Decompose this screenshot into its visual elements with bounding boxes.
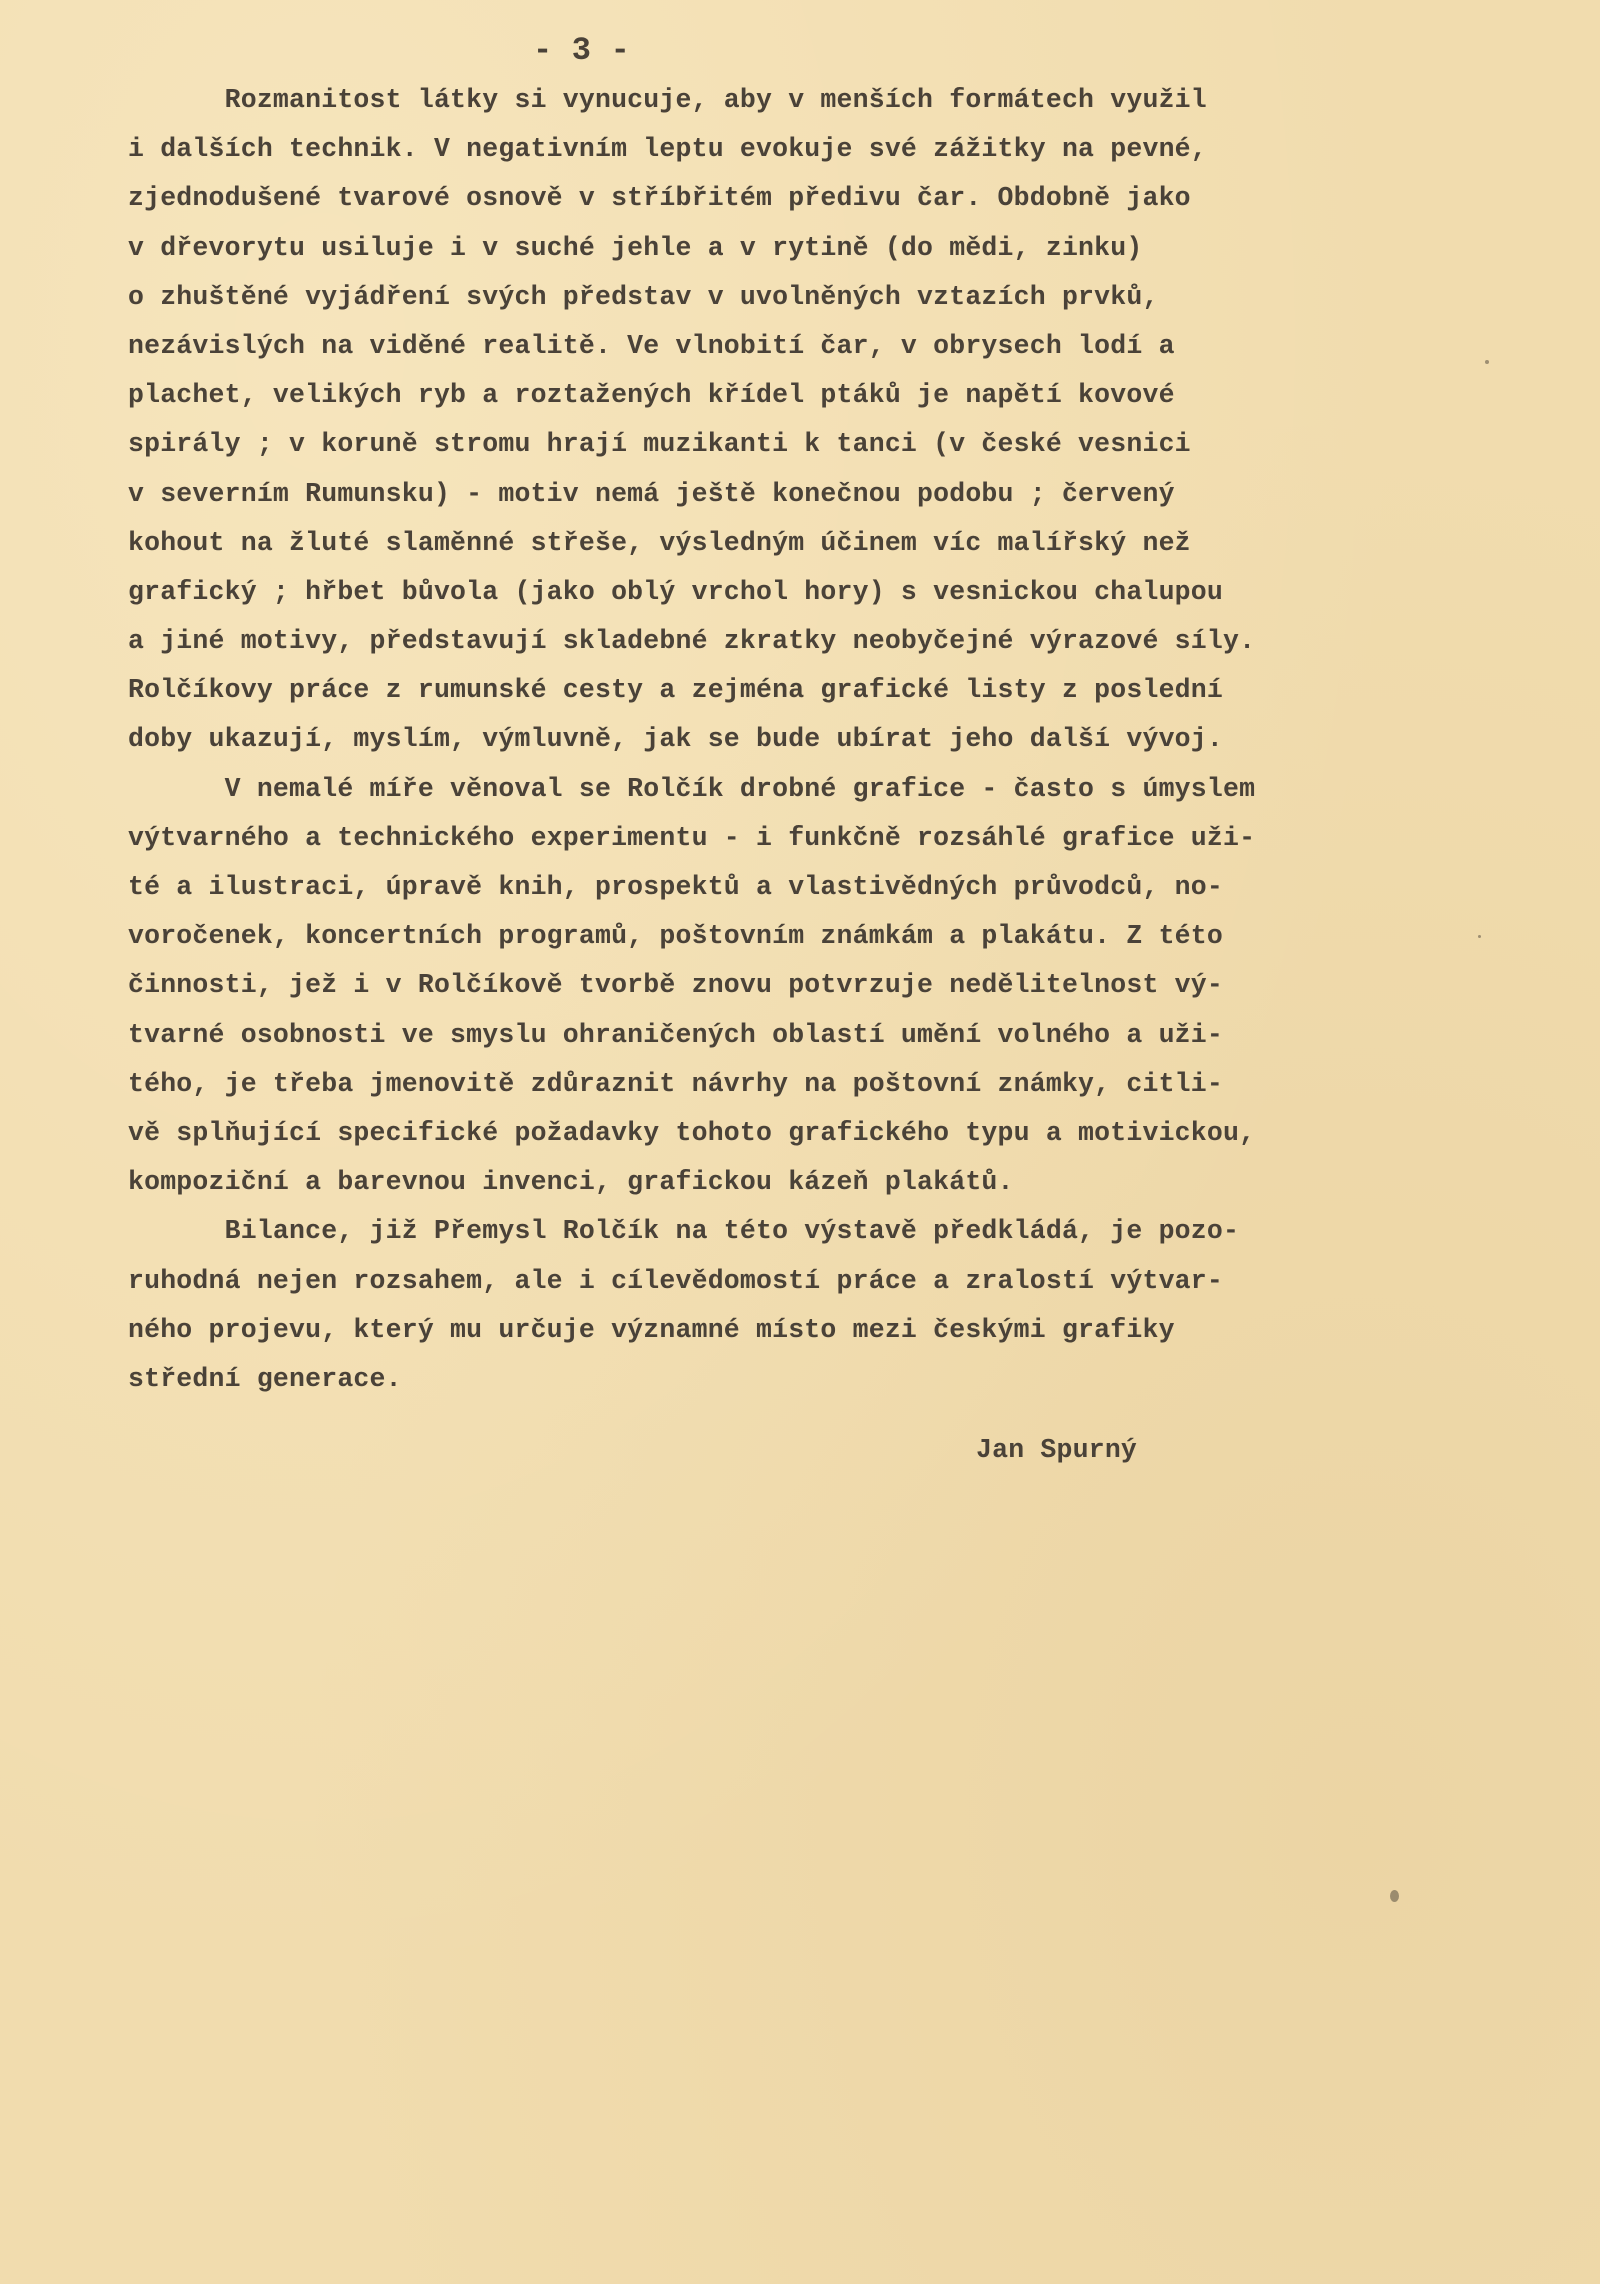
- text-line: zjednodušené tvarové osnově v stříbřitém předivu čar. Obdobně jako: [128, 183, 1191, 214]
- text-line: voročenek, koncertních programů, poštovním známkám a plakátu. Z této: [128, 921, 1223, 952]
- text-line: kompoziční a barevnou invenci, grafickou kázeň plakátů.: [128, 1167, 1014, 1198]
- text-line: V nemalé míře věnoval se Rolčík drobné grafice - často s úmyslem: [128, 773, 1256, 804]
- text-line: doby ukazují, myslím, výmluvně, jak se bude ubírat jeho další vývoj.: [128, 724, 1223, 755]
- text-line: ruhodná nejen rozsahem, ale i cílevědomostí práce a zralostí výtvar-: [128, 1265, 1223, 1296]
- text-line: v dřevorytu usiluje i v suché jehle a v rytině (do mědi, zinku): [128, 232, 1143, 263]
- text-line: kohout na žluté slaměnné střeše, výsledným účinem víc malířský než: [128, 527, 1191, 558]
- paper-speck: [1485, 360, 1489, 364]
- text-line: tvarné osobnosti ve smyslu ohraničených oblastí umění volného a uži-: [128, 1019, 1223, 1050]
- author-signature: Jan Spurný: [976, 1435, 1138, 1466]
- text-line: v severním Rumunsku) - motiv nemá ještě konečnou podobu ; červený: [128, 478, 1175, 509]
- text-line: Bilance, již Přemysl Rolčík na této výstavě předkládá, je pozo-: [128, 1216, 1240, 1247]
- text-line: a jiné motivy, představují skladebné zkratky neobyčejné výrazové síly.: [128, 626, 1256, 657]
- text-line: výtvarného a technického experimentu - i funkčně rozsáhlé grafice uži-: [128, 822, 1256, 853]
- text-line: plachet, velikých ryb a roztažených křídel ptáků je napětí kovové: [128, 380, 1175, 411]
- text-line: i dalších technik. V negativním leptu evokuje své zážitky na pevné,: [128, 134, 1207, 165]
- text-line: tého, je třeba jmenovitě zdůraznit návrhy na poštovní známky, citli-: [128, 1068, 1223, 1099]
- typewritten-text: [128, 26, 1548, 1475]
- text-line: Rozmanitost látky si vynucuje, aby v menších formátech využil: [128, 85, 1207, 115]
- text-line: grafický ; hřbet bůvola (jako oblý vrchol hory) s vesnickou chalupou: [128, 576, 1223, 607]
- text-line: střední generace.: [128, 1363, 402, 1394]
- paper-speck: [1478, 935, 1481, 938]
- text-line: Rolčíkovy práce z rumunské cesty a zejména grafické listy z poslední: [128, 675, 1223, 706]
- text-line: ného projevu, který mu určuje významné místo mezi českými grafiky: [128, 1314, 1175, 1345]
- paper-speck: [1390, 1890, 1399, 1902]
- text-line: spirály ; v koruně stromu hrají muzikanti k tanci (v české vesnici: [128, 429, 1191, 460]
- text-line: činnosti, jež i v Rolčíkově tvorbě znovu potvrzuje nedělitelnost vý-: [128, 970, 1223, 1001]
- text-line: té a ilustraci, úpravě knih, prospektů a vlastivědných průvodců, no-: [128, 872, 1223, 902]
- text-line: o zhuštěné vyjádření svých představ v uvolněných vztazích prvků,: [128, 281, 1159, 312]
- page-number: - 3 -: [533, 32, 631, 69]
- text-line: nezávislých na viděné realitě. Ve vlnobití čar, v obrysech lodí a: [128, 330, 1175, 361]
- text-line: vě splňující specifické požadavky tohoto grafického typu a motivickou,: [128, 1117, 1256, 1148]
